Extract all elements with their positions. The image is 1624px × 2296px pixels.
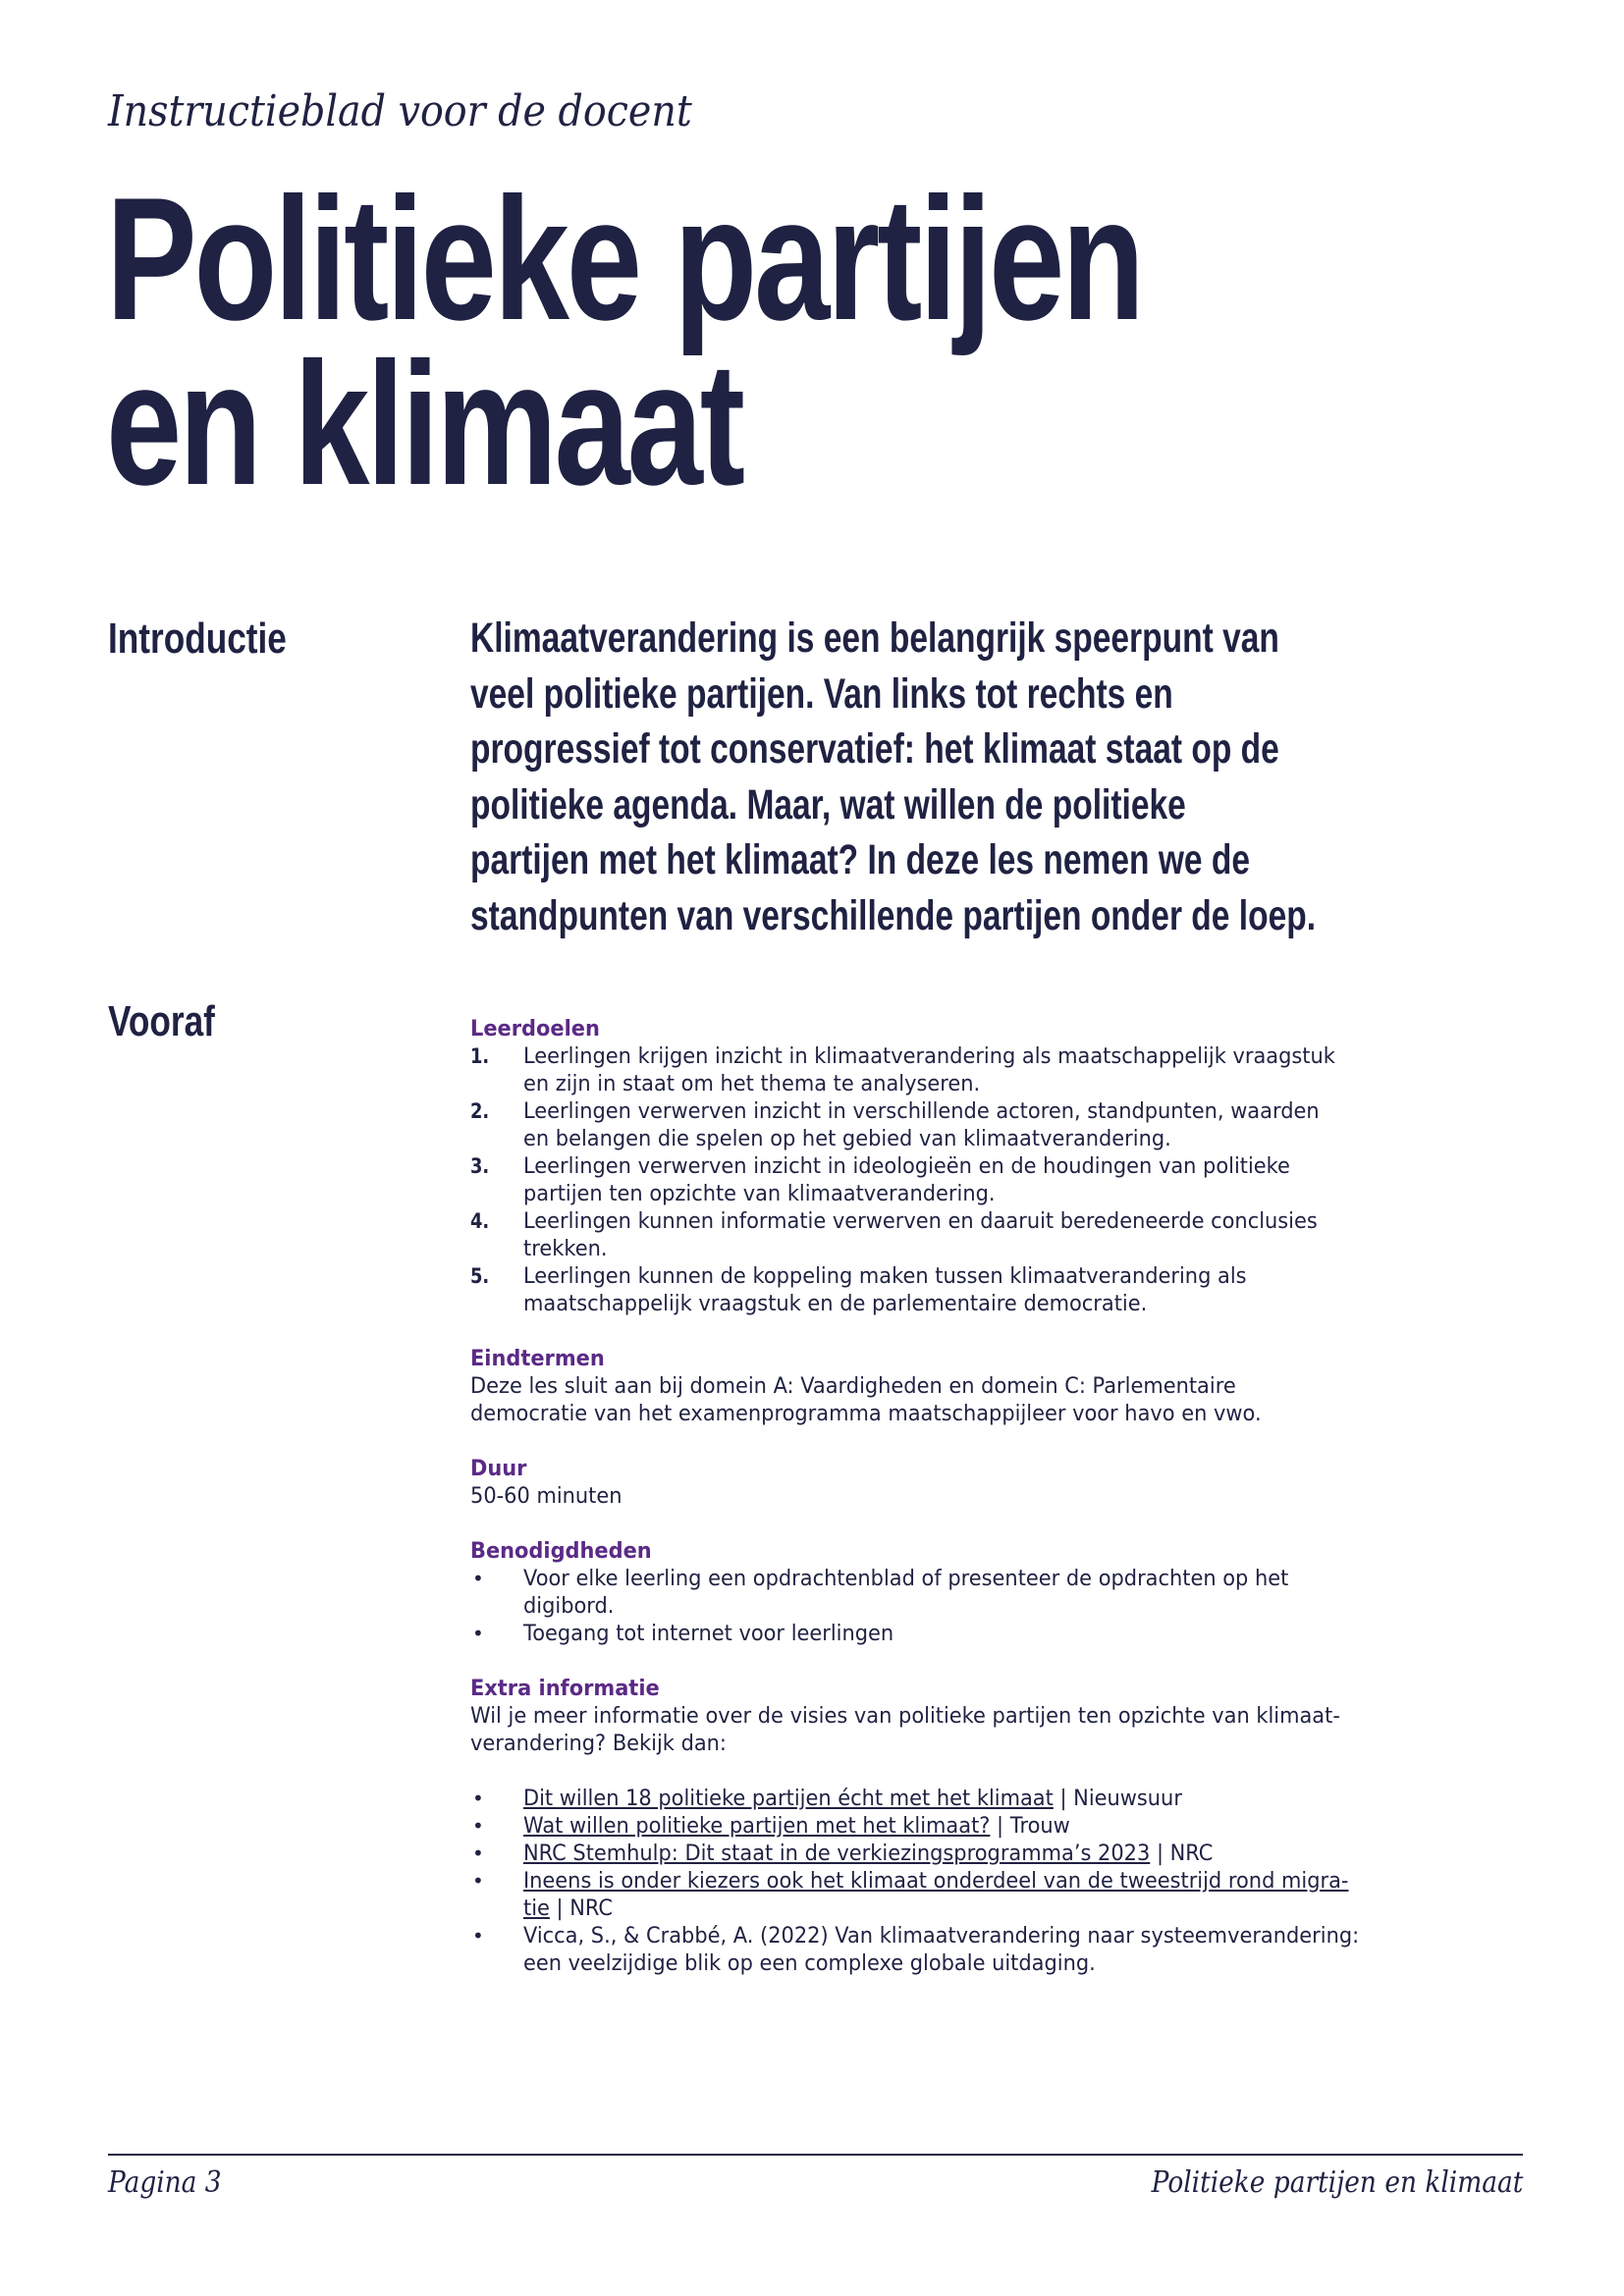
- bullet-icon: •: [472, 1842, 484, 1865]
- list-item-text: Voor elke leerling een opdrachtenblad of presenteer de opdrachten op het: [523, 1566, 1289, 1591]
- list-item-text: Leerlingen verwerven inzicht in verschillende actoren, standpunten, waarden: [523, 1098, 1320, 1124]
- intro-line: veel politieke partijen. Van links tot rechts en: [470, 669, 1173, 718]
- link-source: | Trouw: [990, 1813, 1070, 1839]
- list-item: [470, 1262, 1452, 1317]
- list-item-text: Leerlingen verwerven inzicht in ideologieën en de houdingen van politieke: [523, 1153, 1290, 1179]
- list-item: [470, 1840, 1452, 1867]
- list-item-text: en zijn in staat om het thema te analyseren.: [523, 1071, 981, 1096]
- list-item-text: Leerlingen kunnen informatie verwerven en daaruit beredeneerde conclusies: [523, 1208, 1318, 1234]
- footer-divider: [108, 2154, 1523, 2156]
- list-item-text: partijen ten opzichte van klimaatverandering.: [523, 1181, 996, 1206]
- list-item-text: maatschappelijk vraagstuk en de parlementaire democratie.: [523, 1291, 1148, 1316]
- list-item: [470, 1867, 1452, 1922]
- extra-text: verandering? Bekijk dan:: [470, 1731, 727, 1756]
- extra-text: Wil je meer informatie over de visies van politieke partijen ten opzichte van klimaat-: [470, 1703, 1340, 1729]
- intro-line: politieke agenda. Maar, wat willen de politieke: [470, 780, 1186, 828]
- link-source: | NRC: [1150, 1841, 1214, 1866]
- document-subtitle: Instructieblad voor de docent: [108, 86, 692, 136]
- list-item: [470, 1042, 1452, 1097]
- list-number: 1.: [470, 1044, 490, 1068]
- list-number: 3.: [470, 1154, 490, 1178]
- vooraf-content: [470, 1015, 1452, 1977]
- list-item: [470, 1922, 1452, 1977]
- link-nrc-tweestrijd[interactable]: Ineens is onder kiezers ook het klimaat onderdeel van de tweestrijd rond migra-: [523, 1868, 1349, 1894]
- list-item: [470, 1152, 1452, 1207]
- intro-line: progressief tot conservatief: het klimaat staat op de: [470, 725, 1279, 773]
- section-label-introductie: Introductie: [108, 614, 287, 663]
- bullet-icon: •: [472, 1567, 484, 1590]
- footer-doc-title: Politieke partijen en klimaat: [1151, 2165, 1523, 2200]
- heading-eindtermen: Eindtermen: [470, 1346, 605, 1371]
- list-item: [470, 1097, 1452, 1152]
- bullet-icon: •: [472, 1622, 484, 1645]
- link-source: | Nieuwsuur: [1053, 1786, 1182, 1811]
- intro-paragraph: [470, 611, 1482, 943]
- page-title-line: en klimaat: [106, 326, 742, 521]
- page-number: Pagina 3: [108, 2165, 222, 2200]
- leerdoelen-list: [470, 1042, 1452, 1317]
- heading-duur: Duur: [470, 1456, 527, 1481]
- page-title: [106, 161, 1142, 521]
- reference-text: Vicca, S., & Crabbé, A. (2022) Van klimaatverandering naar systeemverandering:: [523, 1923, 1360, 1949]
- list-item-text: Leerlingen krijgen inzicht in klimaatverandering als maatschappelijk vraagstuk: [523, 1043, 1335, 1069]
- intro-line: partijen met het klimaat? In deze les nemen we de: [470, 836, 1251, 883]
- list-item-text: Toegang tot internet voor leerlingen: [523, 1621, 894, 1646]
- link-source: | NRC: [549, 1896, 614, 1921]
- intro-line: Klimaatverandering is een belangrijk speerpunt van: [470, 614, 1279, 662]
- link-nrc-tweestrijd-cont[interactable]: tie: [523, 1896, 550, 1921]
- heading-extra-informatie: Extra informatie: [470, 1676, 660, 1701]
- section-label-vooraf: Vooraf: [108, 997, 215, 1045]
- eindtermen-text: Deze les sluit aan bij domein A: Vaardigheden en domein C: Parlementaire: [470, 1373, 1236, 1399]
- bullet-icon: •: [472, 1787, 484, 1810]
- duur-text: 50-60 minuten: [470, 1483, 623, 1509]
- list-item: [470, 1207, 1452, 1262]
- list-item-text: digibord.: [523, 1593, 615, 1619]
- page-title-line: Politieke partijen: [106, 161, 1142, 356]
- link-trouw[interactable]: Wat willen politieke partijen met het klimaat?: [523, 1813, 991, 1839]
- list-item-text: trekken.: [523, 1236, 608, 1261]
- reference-text: een veelzijdige blik op een complexe globale uitdaging.: [523, 1950, 1096, 1976]
- eindtermen-text: democratie van het examenprogramma maatschappijleer voor havo en vwo.: [470, 1401, 1262, 1426]
- heading-leerdoelen: Leerdoelen: [470, 1016, 600, 1041]
- link-nrc-stemhulp[interactable]: NRC Stemhulp: Dit staat in de verkiezingsprogramma’s 2023: [523, 1841, 1151, 1866]
- bullet-icon: •: [472, 1814, 484, 1838]
- list-item: [470, 1620, 1452, 1647]
- link-nieuwsuur[interactable]: Dit willen 18 politieke partijen écht met het klimaat: [523, 1786, 1054, 1811]
- bullet-icon: •: [472, 1869, 484, 1893]
- intro-line: standpunten van verschillende partijen onder de loep.: [470, 891, 1317, 939]
- list-item-text: Leerlingen kunnen de koppeling maken tussen klimaatverandering als: [523, 1263, 1247, 1289]
- heading-benodigdheden: Benodigdheden: [470, 1538, 652, 1564]
- list-item: [470, 1812, 1452, 1840]
- list-number: 4.: [470, 1209, 490, 1233]
- list-item: [470, 1785, 1452, 1812]
- list-item-text: en belangen die spelen op het gebied van klimaatverandering.: [523, 1126, 1171, 1151]
- list-number: 5.: [470, 1264, 490, 1288]
- list-item: [470, 1565, 1452, 1620]
- list-number: 2.: [470, 1099, 490, 1123]
- bullet-icon: •: [472, 1924, 484, 1948]
